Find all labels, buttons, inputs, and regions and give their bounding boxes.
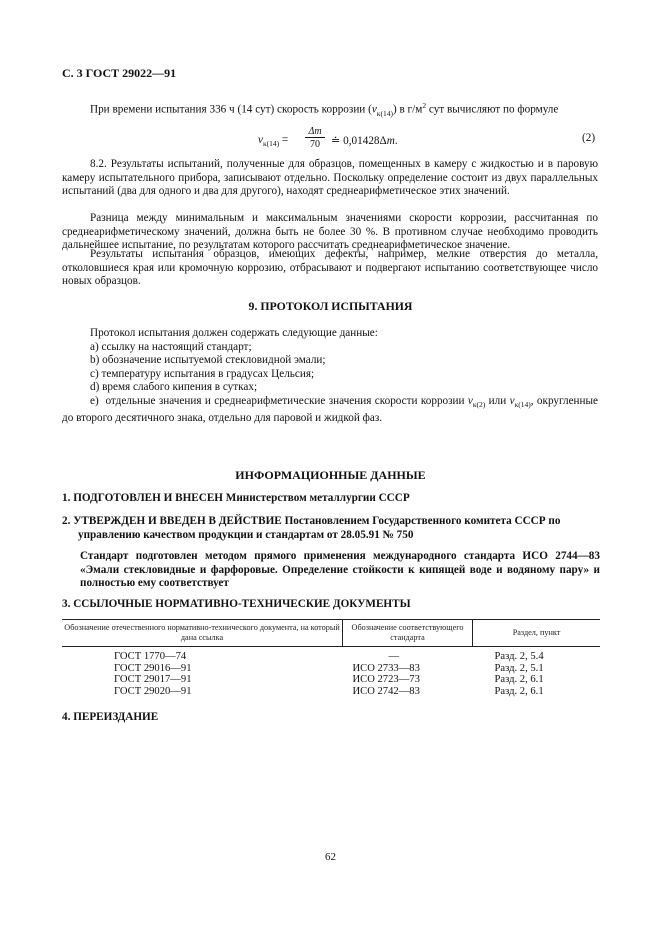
table-header-standard: Обозначение соответствующего стандарта [343,620,473,647]
protocol-item-b: b) обозначение испытуемой стекловидной эмали; [90,354,326,367]
table-cell-doc: ГОСТ 29016—91 [114,662,192,674]
protocol-list [90,327,600,395]
formula-2 [0,126,661,156]
table-header-domestic: Обозначение отечественного нормативно-технического документа, на который дана ссылка [62,620,343,647]
protocol-item-e: e) отдельные значения и среднеарифметические значения скорости коррозии $v_{к(2)}$ или $v_{к(14)}$, округленные до второго десятичного знака, отдельно для паровой и жидкой фаз. [62,395,599,424]
info-item-2-note: Стандарт подготовлен методом прямого применения международного стандарта ИСО 2744—83 «Эмали стекловидные и фарфоровые. Определение стойкости к кипящей воде и водяному пару» и полностью ему соответствует [80,550,600,590]
table-row [62,663,600,675]
table-cell-standard: ИСО 2742—83 [352,685,420,697]
paragraph-difference: Разница между минимальным и максимальным значениями скорости коррозии, рассчитанная по среднеарифметическому значений, должна быть не более 30 %. В противном случае необходимо проводить дальнейшее испытание, по результатам которого рассчитать среднеарифметическое значение. [62,212,598,252]
table-cell-section: Разд. 2, 6.1 [494,674,544,686]
info-item-1: 1. ПОДГОТОВЛЕН И ВНЕСЕН Министерством металлургии СССР [62,492,410,504]
formula-lhs: $v_{к(14)}$ = [258,134,289,149]
page-number: 62 [325,851,336,863]
formula-rhs: ≐ 0,01428Δm. [331,135,398,147]
running-header: С. 3 ГОСТ 29022—91 [62,66,177,80]
table-cell-standard: — [388,651,400,662]
section-9-title: 9. ПРОТОКОЛ ИСПЫТАНИЯ [248,299,413,313]
table-cell-doc: ГОСТ 29020—91 [114,685,192,697]
info-item-3: 3. ССЫЛОЧНЫЕ НОРМАТИВНО-ТЕХНИЧЕСКИЕ ДОКУМЕНТЫ [62,598,411,610]
table-cell-standard: ИСО 2723—73 [352,674,420,686]
info-data-title: ИНФОРМАЦИОННЫЕ ДАННЫЕ [235,468,426,482]
formula-number: (2) [582,132,596,144]
info-item-4: 4. ПЕРЕИЗДАНИЕ [62,711,159,723]
formula-denominator: 70 [310,139,320,150]
formula-numerator: Δm [305,126,325,138]
table-cell-section: Разд. 2, 5.1 [494,662,544,674]
table-row [62,647,600,663]
table-cell-doc: ГОСТ 29017—91 [114,674,192,686]
paragraph-results: Результаты испытания образцов, имеющих дефекты, например, мелкие отверстия до металла, отколовшиеся края или кромочную коррозию, отбрасывают и подвергают испытанию соответствующее число новых образцов. [62,248,598,288]
protocol-intro: Протокол испытания должен содержать следующие данные: [90,327,378,339]
protocol-item-a: a) ссылку на настоящий стандарт; [90,340,252,353]
table-row [62,686,600,698]
info-item-2: 2. УТВЕРЖДЕН И ВВЕДЕН В ДЕЙСТВИЕ Постановлением Государственного комитета СССР по управлению качеством продукции и стандартам от 28.05.91 № 750 [62,515,561,541]
paragraph-8-2: 8.2. Результаты испытаний, полученные для образцов, помещенных в камеру с жидкостью и в паровую камеру испытательного прибора, записывают отдельно. Поскольку определение состоит из двух параллельных испытаний (два для одного и два для другого), находят среднеарифметическое этих значений. [62,158,598,198]
protocol-item-d: d) время слабого кипения в сутках; [90,381,258,394]
intro-paragraph: При времени испытания 336 ч (14 сут) скорость коррозии $(v_{к(14)})$ в $г/м^2$ сут вычисляют по формуле [90,101,559,118]
protocol-item-c: c) температуру испытания в градусах Цельсия; [90,367,315,380]
table-cell-section: Разд. 2, 5.4 [494,651,544,662]
table-cell-section: Разд. 2, 6.1 [494,685,544,697]
table-row [62,674,600,686]
reference-documents-table [62,619,600,697]
table-header-section: Раздел, пункт [473,620,601,647]
table-cell-doc: ГОСТ 1770—74 [114,651,187,662]
table-cell-standard: ИСО 2733—83 [352,662,420,674]
